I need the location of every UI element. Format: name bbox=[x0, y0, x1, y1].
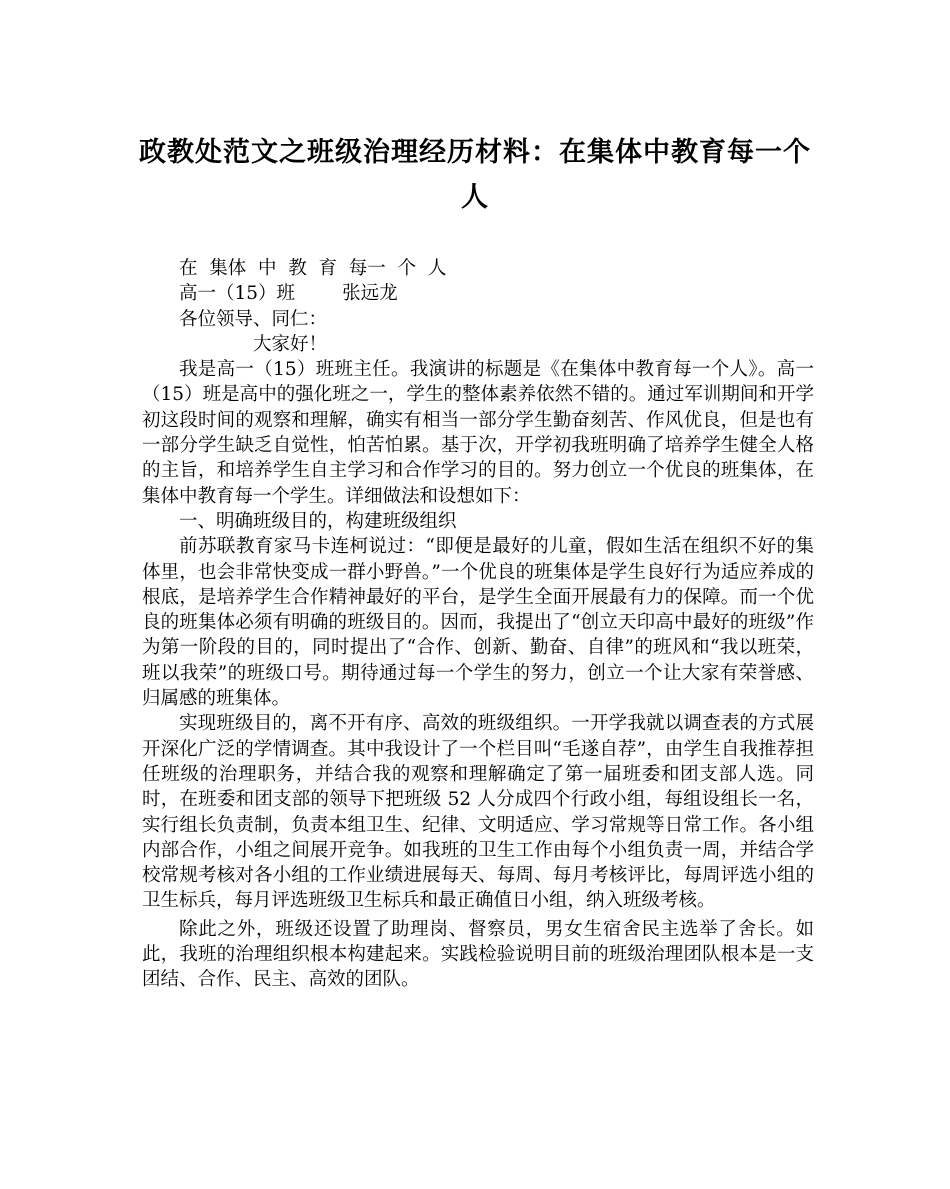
author-line: 高一（15）班 张远龙 bbox=[179, 283, 398, 305]
paragraph-summary: 除此之外，班级还设置了助理岗、督察员，男女生宿舍民主选举了舍长。如此，我班的治理组织根本构建起来。实践检验说明目前的班级治理团队根本是一支团结、合作、民主、高效的团队。 bbox=[142, 918, 814, 991]
section-heading: 一、明确班级目的，构建班级组织 bbox=[179, 510, 457, 532]
document-body bbox=[142, 256, 814, 993]
speech-subtitle: 在 集体 中 教 育 每一 个 人 bbox=[179, 258, 447, 279]
document-title: 政教处范文之班级治理经历材料：在集体中教育每一个人 bbox=[139, 137, 811, 213]
greeting: 大家好！ bbox=[253, 333, 328, 355]
paragraph-intro: 我是高一（15）班班主任。我演讲的标题是《在集体中教育每一个人》。高一（15）班是高中的强化班之一，学生的整体素养依然不错的。通过军训期间和开学初这段时间的观察和理解，确实有相当一部分学生勤奋刻苦、作风优良，但是也有一部分学生缺乏自觉性，怕苦怕累。基于次，开学初我班明确了培养学生健全人格的主旨，和培养学生自主学习和合作学习的目的。努力创立一个优良的班集体，在集体中教育每一个学生。详细做法和设想如下： bbox=[142, 359, 814, 507]
salutation: 各位领导、同仁： bbox=[179, 308, 328, 330]
paragraph-goal: 前苏联教育家马卡连柯说过：“即便是最好的儿童，假如生活在组织不好的集体里，也会非常快变成一群小野兽。”一个优良的班集体是学生良好行为适应养成的根底，是培养学生合作精神最好的平台，是学生全面开展最有力的保障。而一个优良的班集体必须有明确的班级目的。因而，我提出了“创立天印高中最好的班级”作为第一阶段的目的，同时提出了“合作、创新、勤奋、自律”的班风和“我以班荣，班以我荣”的班级口号。期待通过每一个学生的努力，创立一个让大家有荣誉感、归属感的班集体。 bbox=[142, 536, 814, 710]
paragraph-organization: 实现班级目的，离不开有序、高效的班级组织。一开学我就以调查表的方式展开深化广泛的学情调查。其中我设计了一个栏目叫“毛遂自荐”，由学生自我推荐担任班级的治理职务，并结合我的观察和理解确定了第一届班委和团支部人选。同时，在班委和团支部的领导下把班级 52 人分成四个行政小组，每组设组长一名，实行组长负责制，负责本组卫生、纪律、文明适应、学习常规等日常工作。各小组内部合作，小组之间展开竞争。如我班的卫生工作由每个小组负责一周，并结合学校常规考核对各小组的工作业绩进展每天、每周、每月考核评比，每周评选小组的卫生标兵，每月评选班级卫生标兵和最正确值日小组，纳入班级考核。 bbox=[142, 713, 814, 912]
